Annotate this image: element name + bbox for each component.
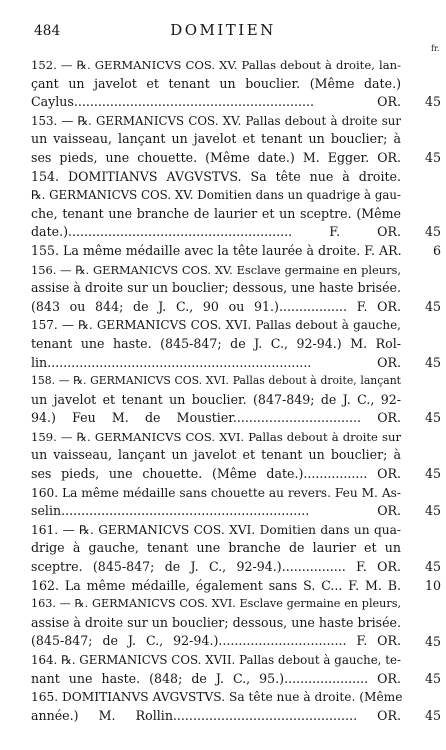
text-line: date.)........................................................ F. OR. <box>31 224 401 240</box>
text-line: 164. ℞. GERMANICVS COS. XVII. Pallas debout à gauche, te- <box>31 653 401 667</box>
text-line: selin.............................................................. OR. <box>31 503 401 519</box>
text-line: un vaisseau, lançant un javelot et tenant un bouclier; à <box>31 131 401 147</box>
text-line: 155. La même médaille avec la tête laurée à droite. F. AR. <box>31 242 402 258</box>
text-line: (843 ou 844; de J. C., 90 ou 91.)................. F. OR. <box>31 298 401 314</box>
value-number: 45 <box>424 224 441 240</box>
text-line: tenant une haste. (845-847; de J. C., 92-94.) M. Rol- <box>31 335 401 351</box>
catalogue-entries <box>31 56 401 725</box>
running-title: DOMITIEN <box>170 21 276 39</box>
text-line: nant une haste. (848; de J. C., 95.)..................... OR. <box>31 670 401 686</box>
value-number: 45 <box>424 466 441 482</box>
text-line: 158. — ℞. GERMANICVS COS. XVI. Pallas debout à droite, lançant <box>31 374 401 388</box>
value-number: 45 <box>424 670 441 686</box>
text-line: 156. — ℞. GERMANICVS COS. XV. Esclave germaine en pleurs, <box>31 262 401 277</box>
text-line: sceptre. (845-847; de J. C., 92-94.)................ F. OR. <box>31 559 401 575</box>
text-line: çant un javelot et tenant un bouclier. (Même date.) <box>31 75 401 91</box>
value-number: 6 <box>432 243 441 258</box>
page-number: 484 <box>34 23 61 39</box>
value-number: 45 <box>424 354 441 370</box>
text-line: ses pieds, une chouette. (Même date.)................ OR. <box>31 466 401 482</box>
text-line: 162. La même médaille, également sans S. C... F. M. B. <box>31 577 401 593</box>
text-line: 159. — ℞. GERMANICVS COS. XVI. Pallas debout à droite sur <box>31 429 401 444</box>
text-line: assise à droite sur un bouclier; dessous, une haste brisée. <box>31 614 401 630</box>
text-line: ses pieds, une chouette. (Même date.) M. Egger. OR. <box>31 149 401 165</box>
text-line: année.) M. Rollin.............................................. OR. <box>31 707 401 723</box>
text-line: lin.................................................................. OR. <box>31 354 401 370</box>
value-number: 45 <box>424 559 441 575</box>
text-line: assise à droite sur un bouclier; dessous, une haste brisée. <box>31 280 401 296</box>
value-number: 45 <box>424 708 441 723</box>
text-line: drige à gauche, tenant une branche de laurier et un <box>31 540 401 556</box>
value-number: 45 <box>424 503 441 519</box>
value-number: 45 <box>424 150 441 165</box>
text-line: che, tenant une branche de laurier et un sceptre. (Même <box>31 205 401 221</box>
text-line: 165. DOMITIANVS AVGVSTVS. Sa tête nue à droite. (Même <box>31 690 403 705</box>
text-line: 153. — ℞. GERMANICVS COS. XV. Pallas debout à droite sur <box>31 113 401 128</box>
corner-note: fr. <box>431 44 440 53</box>
text-line: Caylus............................................................ OR. <box>31 94 401 110</box>
text-line: 154. DOMITIANVS AVGVSTVS. Sa tête nue à droite. <box>31 168 401 184</box>
value-number: 45 <box>424 298 441 314</box>
text-line: 157. — ℞. GERMANICVS COS. XVI. Pallas debout à gauche, <box>31 318 401 333</box>
text-line: 161. — ℞. GERMANICVS COS. XVI. Domitien dans un qua- <box>31 522 401 537</box>
value-number: 10 <box>424 577 441 593</box>
text-line: 163. — ℞. GERMANICVS COS. XVI. Esclave germaine en pleurs, <box>31 597 401 611</box>
text-line: un vaisseau, lançant un javelot et tenant un bouclier; à <box>31 447 401 463</box>
text-line: 160. La même médaille sans chouette au revers. Feu M. As- <box>31 485 401 500</box>
text-line: ℞. GERMANICVS COS. XV. Domitien dans un quadrige à gau- <box>31 188 401 203</box>
value-number: 45 <box>424 94 441 110</box>
value-number: 45 <box>424 410 441 426</box>
text-line: un javelot et tenant un bouclier. (847-849; de J. C., 92- <box>31 391 401 407</box>
value-number: 45 <box>424 633 441 649</box>
text-line: (845-847; de J. C., 92-94.)................................ F. OR. <box>31 633 401 649</box>
text-line: 152. — ℞. GERMANICVS COS. XV. Pallas debout à droite, lan- <box>31 58 401 72</box>
text-line: 94.) Feu M. de Moustier................................ OR. <box>31 410 401 426</box>
